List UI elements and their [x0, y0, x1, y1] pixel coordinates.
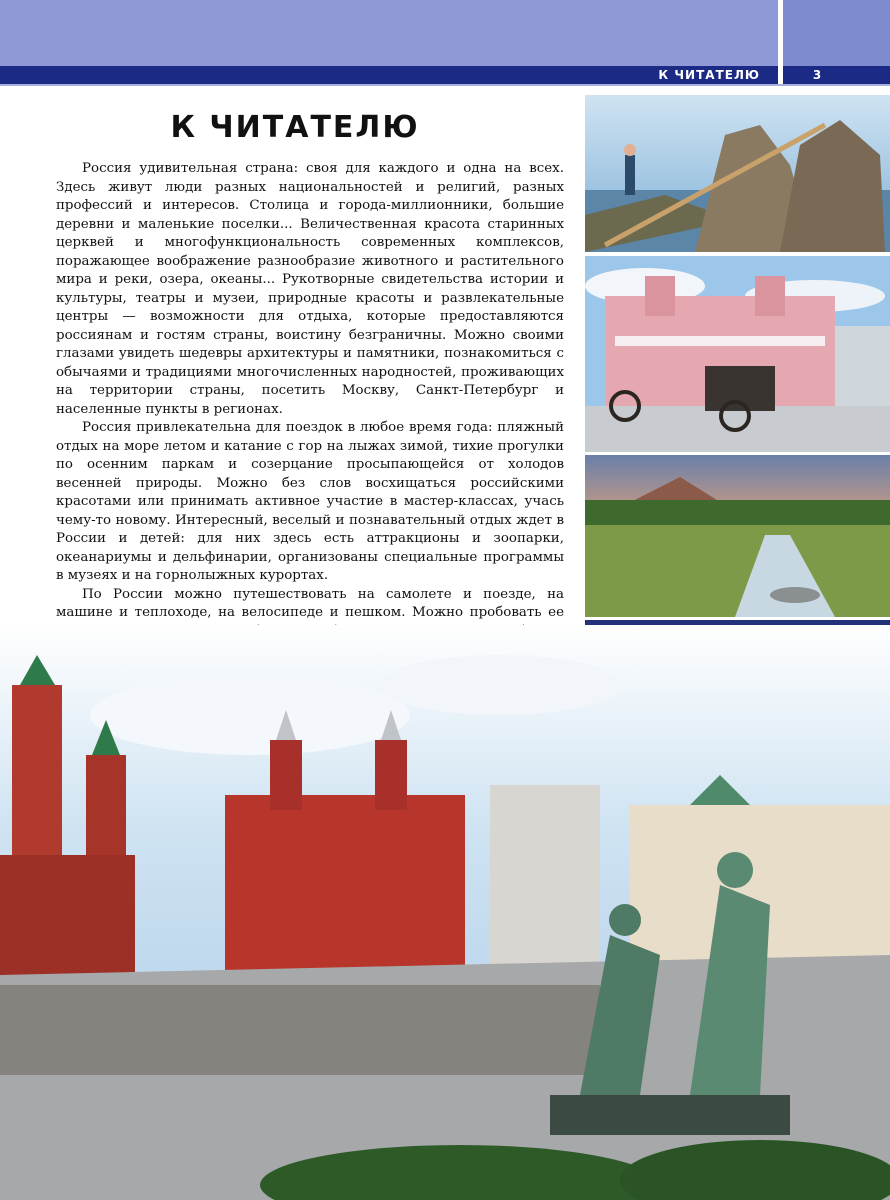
- photo-volcano-stream: [585, 455, 890, 617]
- photo-red-square: [0, 625, 890, 1200]
- page-number: 3: [812, 68, 822, 82]
- page-title: К ЧИТАТЕЛЮ: [170, 110, 420, 145]
- header-band: [0, 0, 778, 66]
- paragraph: По России можно путешествовать на самолете и поезде, на машине и теплоходе, на велосипеде и пешком. Можно пробовать ее: [56, 586, 564, 620]
- paragraph: Россия привлекательна для поездок в любое время года: пляжный отдых на море летом и катание с гор на лыжах зимой, тихие прогулки по осенним паркам и созерцание просыпающейся от холодов весенней природы. Можно без слов восхищаться российскими красотами или принимать активное участие в мастер-классах, учась чему-то новому. Интересный, веселый и познавательный отдых ждет в России и детей: для них здесь есть аттракционы и зоопарки, океанариумы и дельфинарии, организованы специальные программы в музеях и на горнолыжных курортах.: [56, 420, 564, 583]
- photo-rock-bridge: [585, 95, 890, 252]
- paragraph: Россия удивительная страна: своя для каждого и одна на всех. Здесь живут люди разных национальностей и религий, разных профессий и интересов. Столица и города-миллионники, большие деревни и маленькие поселки... Величественная красота старинных церквей и многофункциональность современных комплексов, поражающее воображение разнообразие животного и растительного мира и реки, озера, океаны... Рукотворные свидетельства истории и культуры, театры и музеи, природные красоты и развлекательные центры — возможности для отдыха, которые предоставляются россиянам и гостям страны, воистину безграничны. Можно своими глазами увидеть шедевры архитектуры и памятники, познакомиться с обычаями и традициями многочисленных народностей, проживающих на территории страны, посетить Москву, Санкт-Петербург и населенные пункты в регионах.: [56, 161, 564, 417]
- article-body: [56, 160, 564, 697]
- header-band-right: [783, 0, 890, 66]
- header-divider: [0, 84, 890, 86]
- photo-pink-palace: [585, 256, 890, 452]
- running-header-section: К ЧИТАТЕЛЮ: [658, 68, 760, 82]
